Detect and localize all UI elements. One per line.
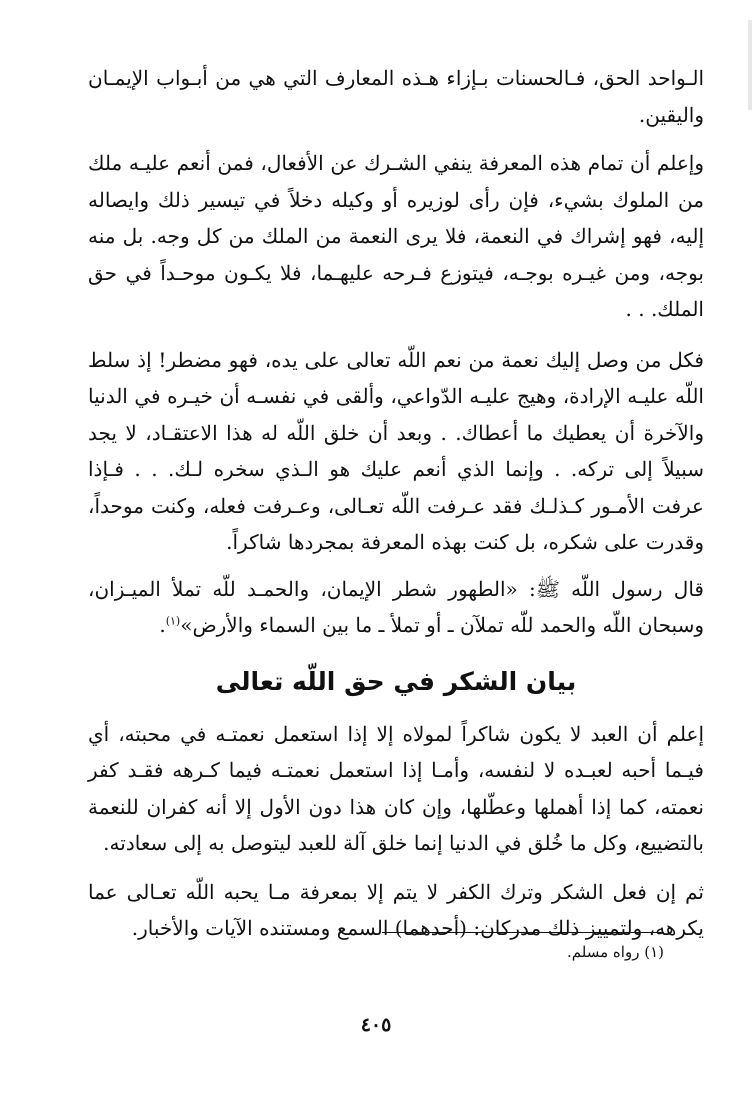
footnote-divider	[382, 932, 664, 933]
page-body	[88, 60, 704, 961]
paragraph-4: إعلم أن العبد لا يكون شاكراً لمولاه إلا إذا استعمل نعمتـه في محبته، أي فيـما أحبه لعبـده لا لنفسه، وأمـا إذا استعمل نعمتـه فيما كـرهه فقـد كفر نعمته، كما إذا أهملها وعطّلها، وإن كان هذا دون الأول إلا أنه كفران للنعمة بالتضييع، وكل ما خُلق في الدنيا إنما خلق آلة للعبد ليتوصل به إلى سعادته.	[88, 721, 704, 855]
footnote: (١) رواه مسلم.	[567, 943, 664, 961]
page-edge-shadow	[748, 20, 752, 110]
paragraph-5: ثم إن فعل الشكر وترك الكفر لا يتم إلا بمعرفة مـا يحبه اللّه تعـالى عما يكرهه، ولتمييز ذلك مدركان: (أحدهما) السمع ومستنده الآيات والأخبار.	[88, 879, 705, 940]
paragraph-2: وإعلم أن تمام هذه المعرفة ينفي الشـرك عن الأفعال، فمن أنعم عليـه ملك من الملوك بشيء، فإن رأى لوزيره أو وكيله دخلاً في تيسير ذلك وايصاله إليه، فهو إشراك في النعمة، فلا يرى النعمة من الملك من كل وجه. بل منه بوجه، ومن غيـره بوجـه، فيتوزع فـرحه عليهـما، فلا يكـون موحـداً في حق الملك. . .	[88, 151, 704, 321]
hadith-end: .	[159, 613, 166, 637]
paragraph-3: فكل من وصل إليك نعمة من نعم اللّه تعالى على يده، فهو مضطر! إذ سلط اللّه عليـه الإرادة، وهيج عليـه الدّواعي، وألقى في نفسـه أن خيـره في الدنيا والآخرة أن يعطيك ما أعطاك. . وبعد أن خلق اللّه له هذا الاعتقـاد، لا يجد سبيلاً إلى تركه. . وإنما الذي أنعم عليك هو الـذي سخره لـك. . . فـإذا عرفت الأمـور كـذلـك فقد عـرفت اللّه تعـالى، وعـرفت فعله، وكنت موحداً، وقدرت على شكره، بل كنت بهذه المعرفة بمجردها شاكراً.	[88, 347, 704, 554]
hadith-text: قال رسول اللّه ﷺ: «الطهور شطر الإيمان، والحمـد للّه تملأ الميـزان، وسبحان اللّه والحمد للّه تملآن ـ أو تملأ ـ ما بين السماء والأرض»	[88, 576, 704, 637]
hadith-paragraph	[88, 571, 704, 644]
footnote-reference: (١)	[165, 614, 181, 628]
paragraph-1: الـواحد الحق، فـالحسنات بـإزاء هـذه المعارف التي هي من أبـواب الإيمـان واليقين.	[88, 66, 704, 127]
page-number: ٤٠٥	[360, 1014, 392, 1036]
section-heading: بيان الشكر في حق اللّه تعالى	[215, 666, 577, 696]
